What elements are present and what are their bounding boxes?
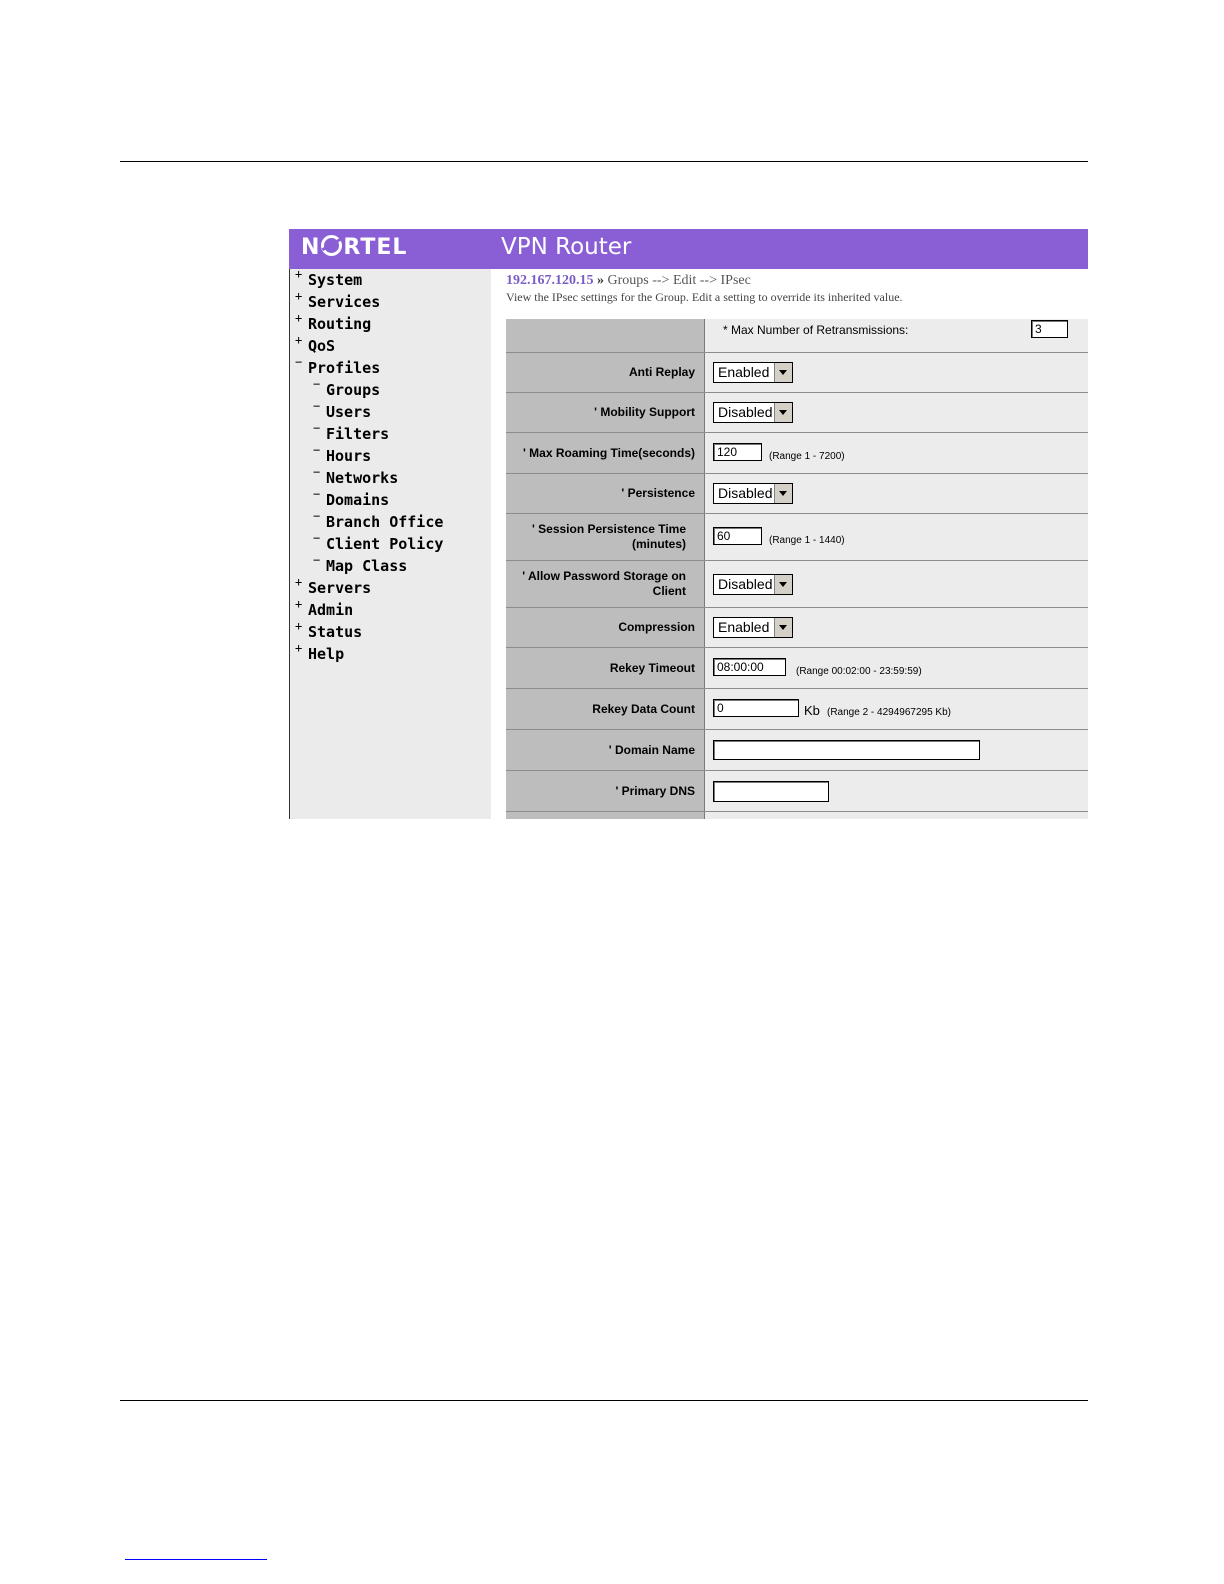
rekey-data-count-range: (Range 2 - 4294967295 Kb) [827,707,951,718]
leaf-icon: − [313,553,321,567]
persistence-select[interactable] [713,483,793,504]
sidebar-item-label: Filters [326,425,390,443]
leaf-icon: − [313,377,321,391]
vpn-router-screenshot [289,229,1088,819]
expand-icon: + [295,575,303,589]
app-title: VPN Router [501,234,632,260]
row-value-cell [705,730,1088,770]
anti-replay-select[interactable] [713,362,793,383]
row-label-cell [506,393,705,432]
sidebar-item-map-class[interactable] [313,553,408,575]
sidebar-item-users[interactable] [313,399,372,421]
row-value-cell [705,648,1088,688]
mobility-support-row [506,393,1088,433]
sidebar-item-status[interactable] [295,619,363,641]
compression-row [506,608,1088,648]
expand-icon: + [295,311,303,325]
persistence-row [506,474,1088,514]
sidebar-item-label: Users [326,403,372,421]
sidebar-item-label: QoS [308,337,336,355]
next-row-partial [506,812,1088,819]
row-label-cell [506,730,705,770]
sidebar-item-label: Client Policy [326,535,444,553]
rekey-timeout-row [506,648,1088,689]
sidebar-item-routing[interactable] [295,311,372,333]
row-value-cell [705,689,1088,729]
row-value-cell [705,474,1088,513]
leaf-icon: − [313,421,321,435]
expand-icon: + [295,641,303,655]
rekey-timeout-input[interactable]: 08:00:00 [713,658,786,676]
header-banner [289,229,1088,269]
expand-icon: + [295,619,303,633]
domain-name-label: ' Domain Name [608,742,695,757]
dropdown-arrow-icon [774,484,792,503]
footer-link-underline [125,1559,267,1560]
anti-replay-row [506,353,1088,393]
page-description: View the IPsec settings for the Group. Edit a setting to override its inherited value. [506,290,903,304]
leaf-icon: − [313,531,321,545]
compression-value: Enabled [718,619,770,635]
primary-dns-row [506,771,1088,812]
page-bottom-rule [120,1400,1088,1401]
row-label-cell [506,689,705,729]
breadcrumb-separator: » [597,273,604,288]
sidebar-item-label: Admin [308,601,354,619]
row-label-cell [506,319,705,352]
main-content [491,269,1088,819]
domain-name-row [506,730,1088,771]
max-retransmissions-input[interactable]: 3 [1031,320,1068,338]
session-persistence-row [506,514,1088,561]
expand-icon: + [295,333,303,347]
row-value-cell [705,514,1088,560]
row-label-cell [506,433,705,473]
rekey-timeout-range: (Range 00:02:00 - 23:59:59) [796,666,922,677]
sidebar-item-label: Servers [308,579,372,597]
rekey-data-count-row [506,689,1088,730]
rekey-timeout-label: Rekey Timeout [609,660,695,675]
session-persistence-label [532,522,704,552]
dropdown-arrow-icon [774,363,792,382]
password-storage-select[interactable] [713,574,793,595]
compression-label: Compression [618,620,695,634]
max-roaming-time-range: (Range 1 - 7200) [769,451,845,462]
label-line: Client [652,584,686,598]
page-top-rule [120,161,1088,162]
domain-name-input[interactable] [713,740,980,760]
sidebar-item-label: Routing [308,315,372,333]
session-persistence-input[interactable]: 60 [713,527,762,545]
breadcrumb-ip-link[interactable]: 192.167.120.15 [506,273,594,288]
sidebar-item-label: Map Class [326,557,408,575]
sidebar-item-branch-office[interactable] [313,509,444,531]
sidebar-item-label: Profiles [308,359,381,377]
row-label-cell [506,474,705,513]
sidebar-item-qos[interactable] [295,333,336,355]
sidebar-item-label: Services [308,293,381,311]
mobility-support-label: ' Mobility Support [594,405,695,419]
sidebar-item-label: Help [308,645,345,663]
rekey-data-count-unit: Kb [804,703,820,718]
max-retransmissions-label: * Max Number of Retransmissions: [723,323,909,337]
rekey-data-count-label: Rekey Data Count [592,701,695,716]
leaf-icon: − [313,487,321,501]
leaf-icon: − [313,509,321,523]
rekey-data-count-input[interactable]: 0 [713,699,799,717]
row-label-cell [506,353,705,392]
sidebar-item-system[interactable] [295,267,363,289]
session-persistence-range: (Range 1 - 1440) [769,535,845,546]
breadcrumb [506,273,751,289]
expand-icon: + [295,267,303,281]
sidebar-item-label: System [308,271,363,289]
leaf-icon: − [313,465,321,479]
persistence-label: ' Persistence [621,486,695,500]
sidebar-item-profiles[interactable] [295,355,381,377]
logo-o-mark [321,235,342,256]
sidebar-item-services[interactable] [295,289,381,311]
label-line: (minutes) [632,537,686,551]
sidebar-item-label: Domains [326,491,390,509]
dropdown-arrow-icon [774,618,792,637]
sidebar-item-admin[interactable] [295,597,354,619]
collapse-icon: − [295,355,303,369]
sidebar-item-label: Status [308,623,363,641]
row-label-cell [506,608,705,647]
row-label-cell [506,561,705,607]
label-line: ' Allow Password Storage on [522,569,686,583]
row-value-cell [705,353,1088,392]
sidebar-item-servers[interactable] [295,575,372,597]
sidebar-item-label: Networks [326,469,399,487]
max-roaming-time-label: ' Max Roaming Time(seconds) [522,445,695,460]
max-roaming-time-row [506,433,1088,474]
persistence-value: Disabled [718,485,773,501]
row-value-cell [705,561,1088,607]
sidebar-item-help[interactable] [295,641,345,663]
sidebar-item-hours[interactable] [313,443,372,465]
sidebar-item-label: Groups [326,381,381,399]
mobility-support-value: Disabled [718,404,773,420]
password-storage-row [506,561,1088,608]
retransmissions-row [506,319,1088,353]
sidebar-item-label: Branch Office [326,513,444,531]
password-storage-label [522,569,704,599]
dropdown-arrow-icon [774,575,792,594]
row-value-cell [705,771,1088,811]
anti-replay-value: Enabled [718,364,770,380]
compression-select[interactable] [713,617,793,638]
sidebar-item-networks[interactable] [313,465,399,487]
nortel-logo: N RTEL [301,235,408,260]
sidebar-item-groups[interactable] [313,377,381,399]
leaf-icon: − [313,443,321,457]
primary-dns-label: ' Primary DNS [615,783,695,798]
row-label-cell [506,514,705,560]
primary-dns-input[interactable] [713,781,829,802]
sidebar-nav [289,269,492,819]
sidebar-item-filters[interactable] [313,421,390,443]
row-label-cell [506,771,705,811]
row-value-cell [705,319,1088,352]
breadcrumb-path: Groups --> Edit --> IPsec [607,273,751,288]
anti-replay-label: Anti Replay [628,365,695,379]
mobility-support-select[interactable] [713,402,793,423]
expand-icon: + [295,289,303,303]
row-value-cell [705,433,1088,473]
row-label-cell [506,648,705,688]
password-storage-value: Disabled [718,576,773,592]
label-line: ' Session Persistence Time [531,522,686,536]
max-roaming-time-input[interactable]: 120 [713,443,762,461]
expand-icon: + [295,597,303,611]
sidebar-item-client-policy[interactable] [313,531,444,553]
row-value-cell [705,393,1088,432]
row-value-cell [705,608,1088,647]
sidebar-item-label: Hours [326,447,372,465]
dropdown-arrow-icon [774,403,792,422]
row-label-cell [506,812,705,819]
sidebar-item-domains[interactable] [313,487,390,509]
row-value-cell [705,812,1088,819]
leaf-icon: − [313,399,321,413]
